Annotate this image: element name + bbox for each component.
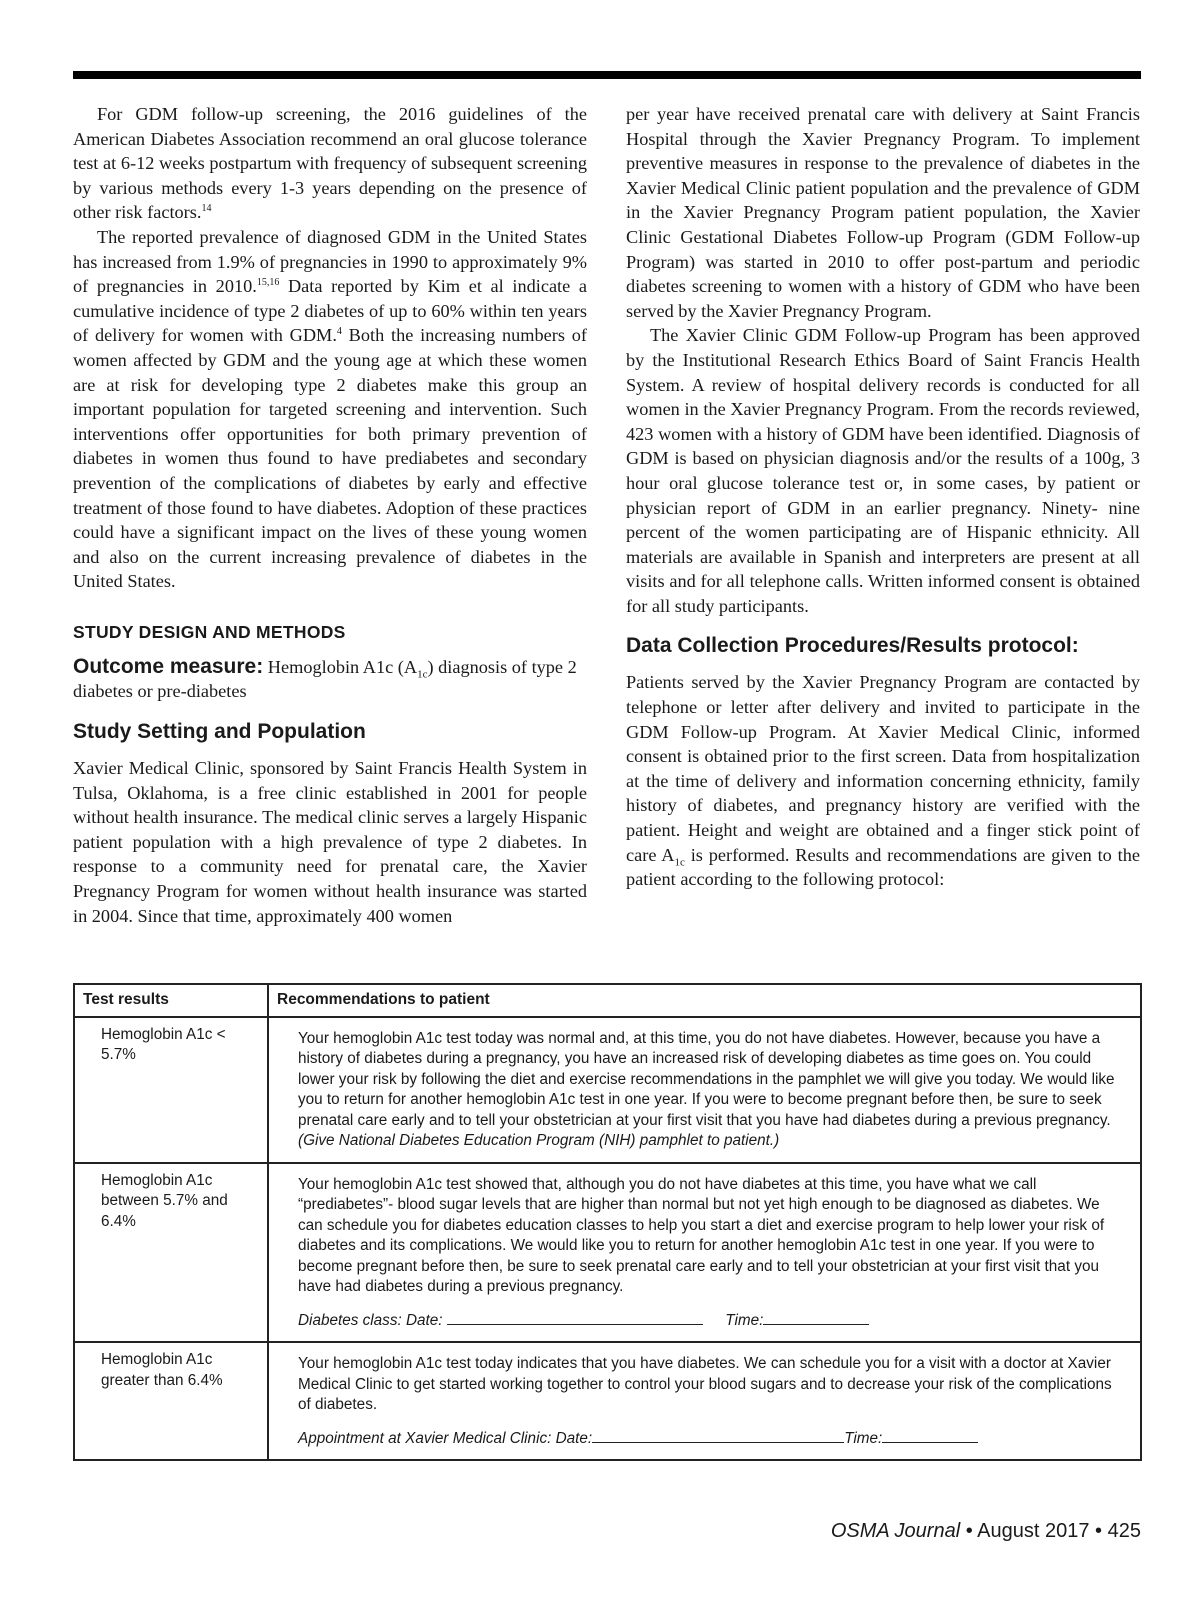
date-blank: [592, 1428, 844, 1443]
paragraph: per year have received prenatal care with delivery at Saint Francis Hospital through the Xavier Pregnancy Program. To implement preventive measures in response to the prevalence of diabetes in the Xavier Medical Clinic patient population and the prevalence of GDM in the Xavier Pregnancy Program patient population, the Xavier Clinic Gestational Diabetes Follow-up Program (GDM Follow-up Program) was started in 2010 to offer post-partum and periodic diabetes screening to women with a history of GDM who have been served by the Xavier Pregnancy Program.: [626, 104, 1140, 321]
recommendation-cell: Your hemoglobin A1c test today was normal and, at this time, you do not have diabetes. However, because you have a history of diabetes during a pregnancy, you have an increased risk of developing diabetes as time goes on. You could lower your risk by following the diet and exercise recommendations in the pamphlet we will give you today. We would like you to return for another hemoglobin A1c test in one year. If you were to become pregnant before then, be sure to seek prenatal care early and to tell your obstetrician at your first visit that you have had diabetes during a previous pregnancy. (Give National Diabetes Education Program (NIH) pamphlet to patient.): [268, 1017, 1141, 1163]
time-blank: [882, 1428, 978, 1443]
paragraph: For GDM follow-up screening, the 2016 guidelines of the American Diabetes Association recommend an oral glucose tolerance test at 6-12 weeks postpartum with frequency of subsequent screening by various methods every 1-3 years depending on the presence of other risk factors.$^{14}$: [73, 104, 587, 223]
recommendation-cell: [268, 1163, 1141, 1343]
table-row: [74, 1017, 1141, 1163]
schedule-line: Appointment at Xavier Medical Clinic: Date: Time:: [298, 1428, 1126, 1450]
paragraph: The Xavier Clinic GDM Follow-up Program has been approved by the Institutional Research Ethics Board of Saint Francis Health System. A review of hospital delivery records is conducted for all women in the Xavier Pregnancy Program. From the records reviewed, 423 women with a history of GDM have been identified. Diagnosis of GDM is based on physician diagnosis and/or the results of a 100g, 3 hour oral glucose tolerance test or, in some cases, by patient or physician report of GDM in an earlier pregnancy. Ninety- nine percent of the women participating are of Hispanic ethnicity. All materials are available in Spanish and interpreters are present at all visits and for all telephone calls. Written informed consent is obtained for all study participants.: [626, 325, 1140, 616]
table-row: [74, 1342, 1141, 1460]
table-row: [74, 1163, 1141, 1343]
recommendation-text: Your hemoglobin A1c test showed that, although you do not have diabetes at this time, you have what we call “prediabetes”- blood sugar levels that are higher than normal but not yet high enough to be diagnosed as diabetes. We can schedule you for diabetes education classes to help you start a diet and exercise program to help lower your risk of diabetes and its complications. We would like you to return for another hemoglobin A1c test in one year. If you were to become pregnant before then, be sure to seek prenatal care early and to tell your obstetrician at your first visit that you have had diabetes during a previous pregnancy.: [298, 1175, 1105, 1295]
outcome-label: Outcome measure:: [73, 654, 264, 678]
page-number: 425: [1107, 1520, 1141, 1542]
section-heading: STUDY DESIGN AND METHODS: [73, 621, 346, 642]
column-header: Recommendations to patient: [268, 984, 1141, 1017]
recommendation-text: Your hemoglobin A1c test today indicates that you have diabetes. We can schedule you for a visit with a doctor at Xavier Medical Clinic to get started working together to control your blood sugars and to decrease your risk of the complications of diabetes.: [298, 1355, 1112, 1413]
test-result-cell: Hemoglobin A1c between 5.7% and 6.4%: [74, 1163, 268, 1343]
test-result-cell: Hemoglobin A1c greater than 6.4%: [74, 1342, 268, 1460]
left-column: [73, 102, 587, 928]
outcome-measure: Outcome measure: Hemoglobin A1c $(A_{1c})$ diagnosis of type 2 diabetes or pre-diabetes: [73, 654, 577, 702]
recommendation-cell: [268, 1342, 1141, 1460]
journal-name: OSMA Journal: [830, 1520, 961, 1542]
paragraph: The reported prevalence of diagnosed GDM in the United States has increased from 1.9% of pregnancies in 1990 to approximately 9% of pregnancies in 2010.$^{15,16}$ Data reported by Kim et al indicate a cumulative incidence of type 2 diabetes of up to 60% within ten years of delivery for women with GDM.$^4$ Both the increasing numbers of women affected by GDM and the young age at which these women are at risk for developing type 2 diabetes make this group an important population for targeted screening and intervention. Such interventions offer opportunities for both primary prevention of diabetes in women thus found to have prediabetes and secondary prevention of the complications of diabetes by early and effective treatment of those found to have diabetes. Adoption of these practices could have a significant impact on the lives of these young women and also on the current increasing prevalence of diabetes in the United States.: [73, 226, 588, 592]
top-rule: [73, 71, 1141, 79]
protocol-table: [73, 983, 1142, 1461]
page-footer: OSMA Journal • August 2017 • 425: [830, 1520, 1141, 1542]
schedule-line: Diabetes class: Date: Time:: [298, 1310, 1126, 1332]
column-header: Test results: [74, 984, 268, 1017]
time-blank: [763, 1310, 869, 1325]
paragraph: Patients served by the Xavier Pregnancy Program are contacted by telephone or letter after delivery and invited to participate in the GDM Follow-up Program. At Xavier Medical Clinic, informed consent is obtained prior to the first screen. Data from hospitalization at the time of delivery and information concerning ethnicity, family history of diabetes, and pregnancy history are verified with the patient. Height and weight are obtained and a finger stick point of care $A_{1c}$ is performed. Results and recommendations are given to the patient according to the following protocol:: [626, 672, 1140, 890]
paragraph: Xavier Medical Clinic, sponsored by Saint Francis Health System in Tulsa, Oklahoma, is a free clinic established in 2001 for people without health insurance. The medical clinic serves a largely Hispanic patient population with a high prevalence of type 2 diabetes. In response to a community need for prenatal care, the Xavier Pregnancy Program for women without health insurance was started in 2004. Since that time, approximately 400 women: [73, 758, 587, 926]
test-result-cell: Hemoglobin A1c < 5.7%: [74, 1017, 268, 1163]
issue-date: August 2017: [977, 1520, 1090, 1542]
date-blank: [447, 1310, 703, 1325]
right-column: [626, 102, 1140, 892]
table-header-row: [74, 984, 1141, 1017]
subsection-heading: Study Setting and Population: [73, 720, 366, 744]
subsection-heading: Data Collection Procedures/Results protocol:: [626, 634, 1079, 658]
note: (Give National Diabetes Education Program (NIH) pamphlet to patient.): [298, 1132, 780, 1149]
